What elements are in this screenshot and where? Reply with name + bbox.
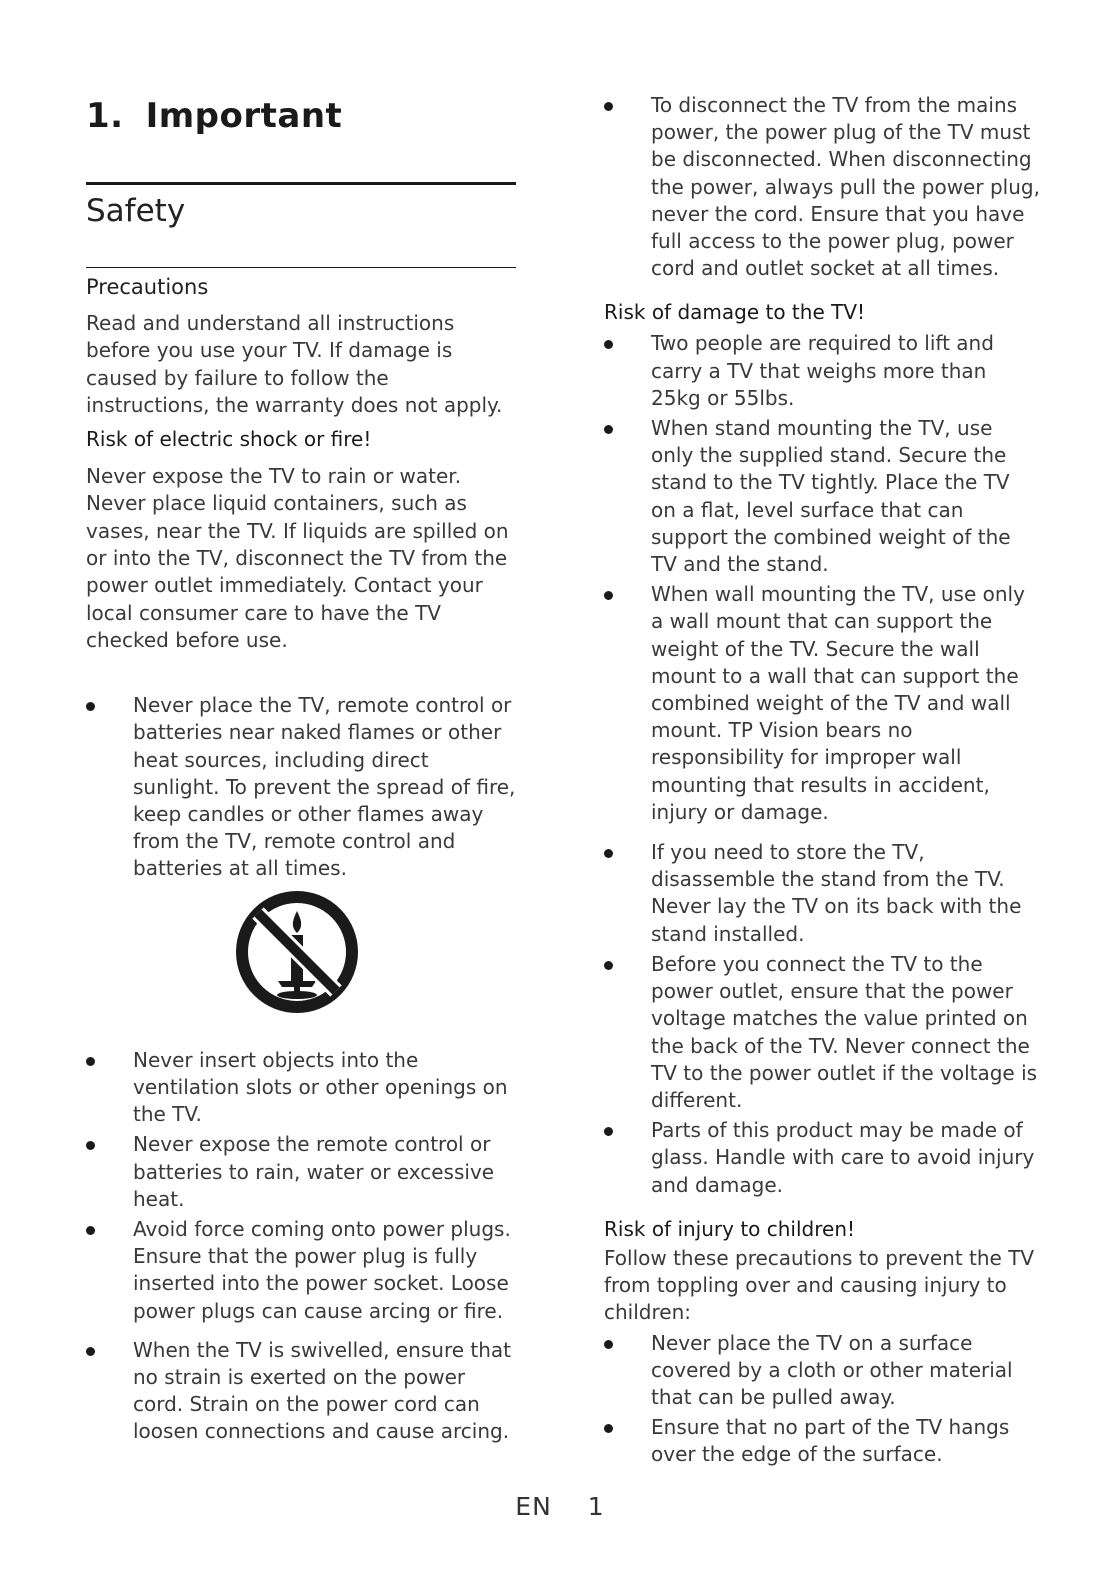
damage-risk-heading: Risk of damage to the TV! xyxy=(604,300,866,325)
electric-paragraph: Never expose the TV to rain or water. Never place liquid containers, such as vases, near the TV. If liquids are spilled on or into the TV, disconnect the TV from the power outlet immediately. Contact your local consumer care to have the TV checked before use. xyxy=(86,464,509,652)
bullet-dot-icon xyxy=(604,591,613,600)
electric-bullet-list xyxy=(86,1047,518,1446)
children-paragraph: Follow these precautions to prevent the TV from toppling over and causing injury to children: xyxy=(604,1245,1035,1325)
bullet-dot-icon xyxy=(86,1141,95,1150)
list-item xyxy=(86,1337,518,1446)
chapter-title: Important xyxy=(145,96,343,136)
section-title: Safety xyxy=(86,193,186,229)
right-column xyxy=(604,92,1040,1469)
list-item-text: Parts of this product may be made of glass. Handle with care to avoid injury and damage. xyxy=(651,1118,1035,1197)
list-item-text: Ensure that no part of the TV hangs over the edge of the surface. xyxy=(651,1415,1010,1467)
list-item xyxy=(86,1216,518,1325)
list-item xyxy=(604,839,1040,948)
bullet-dot-icon xyxy=(604,425,613,434)
bullet-dot-icon xyxy=(86,1057,95,1066)
chapter-heading xyxy=(86,88,518,154)
bullet-dot-icon xyxy=(604,849,613,858)
list-item xyxy=(604,415,1040,578)
list-item-text: When stand mounting the TV, use only the supplied stand. Secure the stand to the TV tightly. Place the TV on a flat, level surface that can support the combined weight of the TV and the stand. xyxy=(651,416,1011,577)
bullet-dot-icon xyxy=(604,1340,613,1349)
bullet-dot-icon xyxy=(604,1127,613,1136)
bullet-dot-icon xyxy=(86,1347,95,1356)
list-item xyxy=(86,1131,518,1213)
page-footer xyxy=(0,1492,1120,1521)
list-item xyxy=(86,692,518,882)
list-item xyxy=(604,581,1040,826)
section-rule xyxy=(86,182,516,185)
subsection-rule xyxy=(86,267,516,268)
list-item xyxy=(604,1414,1040,1468)
list-item-text: Never insert objects into the ventilation slots or other openings on the TV. xyxy=(133,1047,508,1127)
bullet-dot-icon xyxy=(604,102,613,111)
list-item xyxy=(86,1047,518,1129)
list-item-text: Avoid force coming onto power plugs. Ensure that the power plug is fully inserted into the power socket. Loose power plugs can cause arcing or fire. xyxy=(133,1216,511,1323)
list-item-text: Never place the TV, remote control or batteries near naked flames or other heat sources, including direct sunlight. To prevent the spread of fire, keep candles or other flames away from the TV, remote control and batteries at all times. xyxy=(133,693,516,881)
power-bullet-list xyxy=(604,92,1040,282)
list-item xyxy=(604,92,1040,282)
children-bullet-list xyxy=(604,1330,1040,1469)
bullet-dot-icon xyxy=(86,1226,95,1235)
footer-language: EN xyxy=(515,1492,552,1521)
electric-risk-heading: Risk of electric shock or fire! xyxy=(86,427,372,452)
no-candle-icon xyxy=(234,889,360,1015)
left-column xyxy=(86,88,518,1446)
list-item-text: When wall mounting the TV, use only a wall mount that can support the weight of the TV. Secure the wall mount to a wall that can support the combined weight of the TV and wall mount. TP Vision bears no responsibility for improper wall mounting that results in accident, injury or damage. xyxy=(651,582,1025,824)
page-number: 1 xyxy=(587,1492,605,1521)
list-item xyxy=(604,1117,1040,1199)
list-item-text: Never place the TV on a surface covered by a cloth or other material that can be pulled away. xyxy=(651,1330,1013,1410)
list-item-text: Two people are required to lift and carry a TV that weighs more than 25kg or 55lbs. xyxy=(651,331,994,410)
bullet-dot-icon xyxy=(604,1424,613,1433)
list-item xyxy=(604,330,1040,412)
damage-bullet-list xyxy=(604,330,1040,1198)
intro-paragraph: Read and understand all instructions before you use your TV. If damage is caused by failure to follow the instructions, the warranty does not apply. xyxy=(86,311,503,417)
bullet-dot-icon xyxy=(604,340,613,349)
list-item-text: Never expose the remote control or batteries to rain, water or excessive heat. xyxy=(133,1132,495,1211)
fire-bullet-list xyxy=(86,692,518,882)
bullet-dot-icon xyxy=(86,702,95,711)
list-item-text: Before you connect the TV to the power outlet, ensure that the power voltage matches the value printed on the back of the TV. Never connect the TV to the power outlet if the voltage is different. xyxy=(651,951,1038,1112)
list-item-text: To disconnect the TV from the mains power, the power plug of the TV must be disconnected. When disconnecting the power, always pull the power plug, never the cord. Ensure that you have full access to the power plug, power cord and outlet socket at all times. xyxy=(651,93,1040,281)
children-risk-heading: Risk of injury to children! xyxy=(604,1216,856,1241)
chapter-number: 1. xyxy=(86,96,124,136)
list-item xyxy=(604,1330,1040,1412)
list-item-text: When the TV is swivelled, ensure that no strain is exerted on the power cord. Strain on the power cord can loosen connections and cause arcing. xyxy=(133,1337,511,1444)
list-item xyxy=(604,951,1040,1114)
list-item-text: If you need to store the TV, disassemble the stand from the TV. Never lay the TV on its back with the stand installed. xyxy=(651,840,1022,946)
bullet-dot-icon xyxy=(604,961,613,970)
subsection-title: Precautions xyxy=(86,275,209,299)
